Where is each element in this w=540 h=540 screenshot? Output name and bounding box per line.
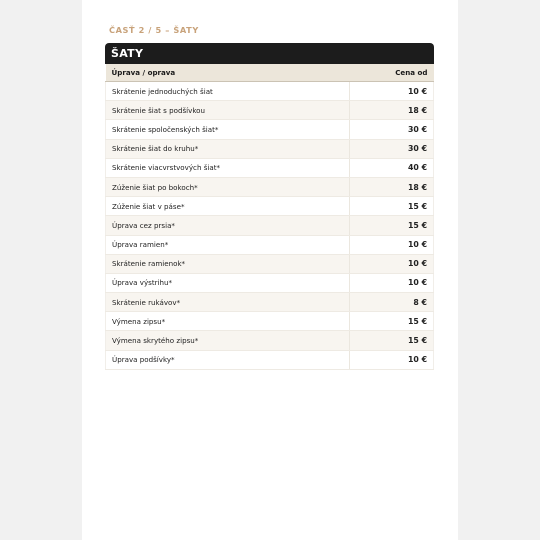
service-price: 30 € (350, 139, 434, 158)
table-row (106, 177, 434, 196)
service-price: 10 € (350, 273, 434, 292)
service-name: Úprava ramien* (106, 235, 350, 254)
service-name: Výmena zipsu* (106, 312, 350, 331)
service-name: Zúženie šiat po bokoch* (106, 177, 350, 196)
service-price: 18 € (350, 177, 434, 196)
table-row (106, 101, 434, 120)
service-name: Úprava cez prsia* (106, 216, 350, 235)
price-table-header (106, 64, 434, 82)
card-title: ŠATY (105, 43, 434, 64)
service-price: 30 € (350, 120, 434, 139)
service-price: 15 € (350, 197, 434, 216)
price-table (105, 64, 434, 370)
header-row (106, 64, 434, 82)
column-header-name: Úprava / oprava (106, 64, 350, 82)
service-name: Skrátenie ramienok* (106, 254, 350, 273)
table-row (106, 216, 434, 235)
service-price: 15 € (350, 216, 434, 235)
price-card (105, 43, 434, 370)
table-row (106, 254, 434, 273)
service-name: Skrátenie spoločenských šiat* (106, 120, 350, 139)
service-name: Zúženie šiat v páse* (106, 197, 350, 216)
service-name: Skrátenie rukávov* (106, 293, 350, 312)
table-row (106, 331, 434, 350)
table-row (106, 139, 434, 158)
service-price: 10 € (350, 254, 434, 273)
service-price: 8 € (350, 293, 434, 312)
table-row (106, 293, 434, 312)
table-row (106, 82, 434, 101)
document-page (82, 0, 458, 540)
service-name: Skrátenie viacvrstvových šiat* (106, 158, 350, 177)
service-price: 40 € (350, 158, 434, 177)
service-name: Výmena skrytého zipsu* (106, 331, 350, 350)
section-label: ČASŤ 2 / 5 – ŠATY (109, 25, 199, 35)
service-name: Úprava podšívky* (106, 350, 350, 369)
table-row (106, 235, 434, 254)
service-price: 15 € (350, 331, 434, 350)
service-price: 10 € (350, 82, 434, 101)
table-row (106, 120, 434, 139)
service-price: 10 € (350, 235, 434, 254)
table-row (106, 197, 434, 216)
service-price: 15 € (350, 312, 434, 331)
service-name: Skrátenie šiat s podšívkou (106, 101, 350, 120)
service-price: 10 € (350, 350, 434, 369)
table-row (106, 350, 434, 369)
table-row (106, 273, 434, 292)
price-table-body (106, 82, 434, 370)
service-name: Úprava výstrihu* (106, 273, 350, 292)
table-row (106, 158, 434, 177)
service-name: Skrátenie jednoduchých šiat (106, 82, 350, 101)
service-name: Skrátenie šiat do kruhu* (106, 139, 350, 158)
column-header-price: Cena od (350, 64, 434, 82)
service-price: 18 € (350, 101, 434, 120)
table-row (106, 312, 434, 331)
